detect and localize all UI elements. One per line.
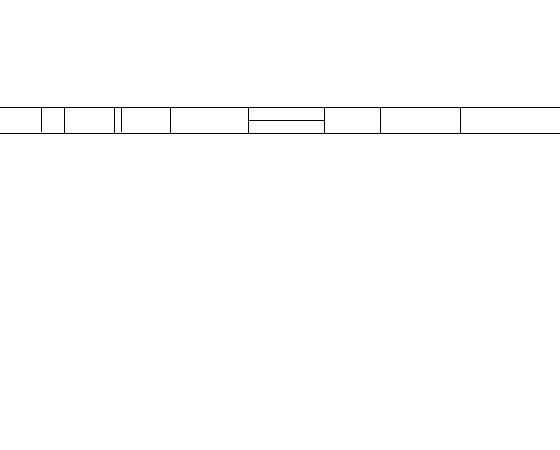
account-count-label <box>42 107 122 132</box>
bank-count-value <box>122 107 174 132</box>
summary-info-row-left <box>0 107 170 132</box>
file-status-values <box>248 108 324 133</box>
no-file-value <box>249 120 325 121</box>
account-count-value <box>0 107 42 132</box>
tx-count-label <box>170 108 248 133</box>
file-status-labels <box>324 108 380 133</box>
dossier-cell <box>460 108 560 133</box>
report-date <box>2 12 130 22</box>
dossier-value <box>380 108 460 133</box>
